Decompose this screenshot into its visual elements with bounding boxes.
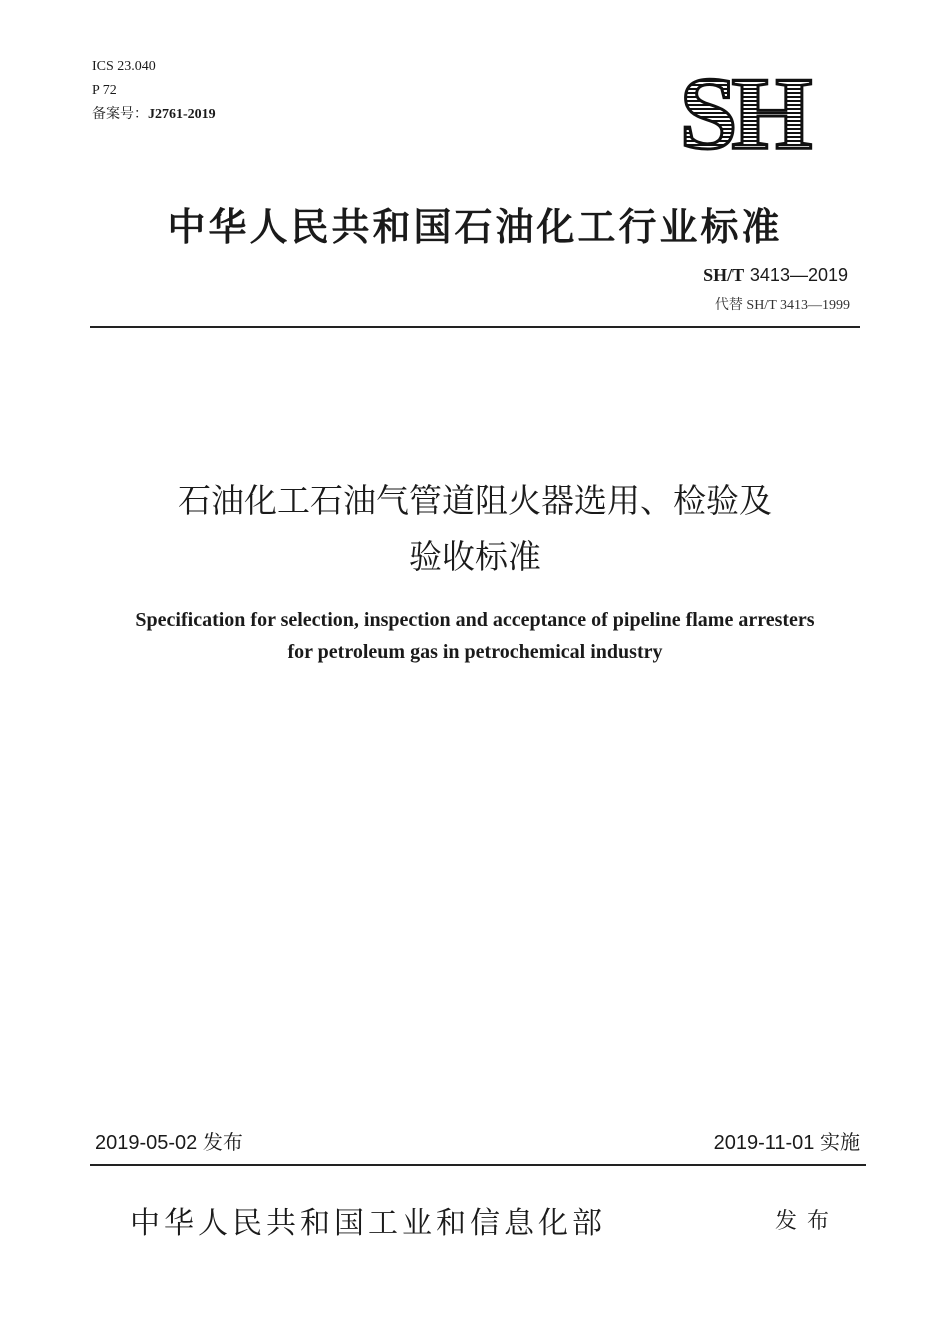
chinese-title-line-2: 验收标准 — [409, 537, 541, 576]
standard-number — [703, 265, 848, 286]
record-value: J2761-2019 — [148, 107, 216, 122]
logo-text: SH — [679, 60, 807, 160]
publisher-name: 中华人民共和国工业和信息化部 — [130, 1206, 606, 1241]
implementation-date: 2019-11-01 实施 — [713, 1132, 860, 1154]
sh-standard-logo — [648, 60, 838, 160]
footer-divider — [90, 1164, 866, 1166]
ics-code: ICS 23.040 — [92, 59, 156, 74]
english-title-line-2: for petroleum gas in petrochemical industry — [287, 641, 663, 663]
chinese-title-line-1: 石油化工石油气管道阻火器选用、检验及 — [178, 481, 772, 520]
issuing-body-title: 中华人民共和国石油化工行业标准 — [167, 205, 783, 249]
record-label: 备案号： — [92, 107, 148, 122]
publisher-suffix: 发布 — [775, 1209, 840, 1234]
header-divider — [90, 326, 860, 328]
standard-code: 3413—2019 — [749, 265, 848, 285]
english-title-line-1: Specification for selection, inspection and acceptance of pipeline flame arresters — [135, 609, 815, 631]
ccs-code: P 72 — [92, 83, 117, 98]
standard-prefix: SH/T — [703, 265, 745, 285]
issue-date: 2019-05-02 发布 — [95, 1132, 243, 1154]
record-number — [92, 106, 216, 124]
replaces-standard: 代替 SH/T 3413—1999 — [714, 298, 850, 313]
